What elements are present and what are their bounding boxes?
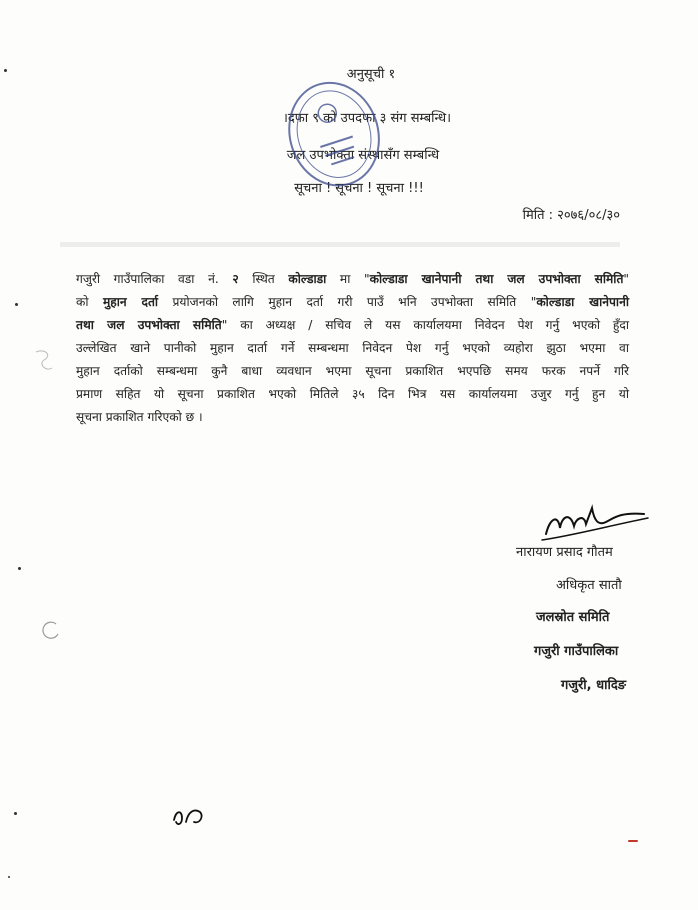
body-line: सूचना प्रकाशित गरिएको छ ।	[76, 410, 203, 424]
body-line: को मुहान दर्ता प्रयोजनको लागि मुहान दर्ता गरी पाउँ भनि उपभोक्ता समिति "कोल्डाडा खानेपानी	[76, 295, 629, 309]
faint-circle-mark	[40, 620, 62, 642]
body-line: प्रमाण सहित यो सूचना प्रकाशित भएको मितिले ३५ दिन भित्र यस कार्यालयमा उजुर गर्नु हुन यो	[76, 387, 629, 401]
handwritten-mark	[170, 800, 210, 830]
notice-banner: सूचना ! सूचना ! सूचना !!!	[294, 181, 424, 196]
scan-speck	[8, 876, 10, 878]
signatory-location: गजुरी, धादिङ	[561, 678, 627, 693]
annex-title: अनुसूची १	[346, 67, 396, 82]
scan-speck	[18, 567, 21, 570]
scan-speck	[14, 812, 17, 815]
bleed-through-mark	[60, 240, 620, 250]
body-line: तथा जल उपभोक्ता समिति" का अध्यक्ष / सचिव ले यस कार्यालयमा निवेदन पेश गर्नु भएको हुँदा	[76, 318, 629, 332]
body-line: मुहान दर्ताको सम्बन्धमा कुनै बाधा व्यवधान भएमा सूचना प्रकाशित भएपछि समय फरक नपर्ने गरि	[76, 364, 629, 378]
signatory-committee: जलस्रोत समिति	[536, 610, 610, 625]
notice-date: मिति : २०७६/०८/३०	[522, 208, 620, 223]
body-line: उल्लेखित खाने पानीको मुहान दार्ता गर्ने सम्बन्धमा निवेदन पेश गर्नु भएको व्यहोरा झुठा भएमा वा	[76, 341, 629, 355]
body-line: गजुरी गाउँपालिका वडा नं. २ स्थित कोल्डाडा मा "कोल्डाडा खानेपानी तथा जल उपभोक्ता समिति"	[76, 272, 629, 286]
scan-speck	[4, 69, 7, 72]
signatory-municipality: गजुरी गाउँपालिका	[534, 644, 619, 659]
signatory-name: नारायण प्रसाद गौतम	[516, 545, 613, 560]
official-stamp	[278, 72, 393, 202]
signatory-position: अधिकृत सातौ	[556, 578, 622, 593]
section-reference: ।दफा ९ को उपदफा ३ संग सम्बन्धि।	[282, 111, 452, 126]
subject-line: जल उपभोक्ता संस्थासँग सम्बन्धि	[286, 148, 440, 163]
faint-mark	[32, 346, 56, 376]
scan-speck	[628, 840, 638, 842]
handwritten-signature	[540, 498, 650, 543]
scan-speck	[15, 303, 18, 306]
notice-body	[76, 268, 629, 429]
